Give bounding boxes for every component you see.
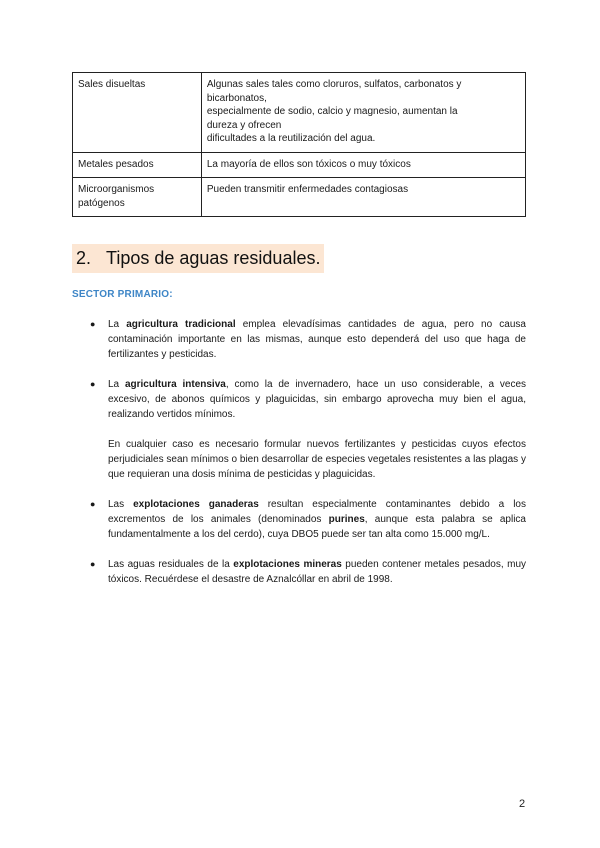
bullet-text: La agricultura intensiva, como la de invernadero, hace un uso considerable, a veces excesivo, de abonos químicos y plaguicidas, sin embargo aprovecha muy bien el agua, realizando vertidos mínimos. [108, 379, 527, 420]
description-line: especialmente de sodio, calcio y magnesio, aumentan la [206, 106, 458, 117]
table-row [73, 178, 526, 217]
bullet-icon: ● [90, 559, 96, 569]
list-item [90, 497, 526, 542]
page-number: 2 [519, 798, 526, 810]
table-cell-name: Metales pesados [73, 152, 202, 178]
bullet-text: Las aguas residuales de la explotaciones mineras pueden contener metales pesados, muy tóxicos. Recuérdese el desastre de Aznalcóllar en abril de 1998. [108, 559, 527, 585]
section-title: Tipos de aguas residuales. [106, 248, 321, 268]
bullet-text: La agricultura tradicional emplea elevadísimas cantidades de agua, pero no causa contaminación importante en las mismas, aunque esto dependerá del uso que haga de fertilizantes y pesticidas. [108, 319, 526, 360]
bullet-icon: ● [90, 499, 96, 509]
description-line: dificultades a la reutilización del agua. [206, 133, 376, 144]
table-cell-description: Pueden transmitir enfermedades contagiosas [201, 178, 525, 217]
table-row [73, 152, 526, 178]
description-line: dureza y ofrecen [206, 119, 282, 131]
table-cell-name: Sales disueltas [73, 73, 202, 153]
description-line: Algunas sales tales como cloruros, sulfatos, carbonatos y [206, 79, 462, 90]
bullet-icon: ● [90, 379, 96, 389]
table-cell-description [201, 73, 525, 153]
sector-label: SECTOR PRIMARIO: [72, 289, 173, 300]
bullet-paragraph: En cualquier caso es necesario formular nuevos fertilizantes y pesticidas cuyos efectos perjudiciales sean mínimos o bien desarrollar de especies vegetales resistentes a las plagas y que requieran una dosis mínima de pesticidas y plaguicidas. [108, 439, 526, 480]
section-heading [72, 244, 324, 273]
list-item [90, 317, 526, 362]
name-line: Microorganismos [78, 184, 155, 195]
section-number: 2. [76, 248, 92, 268]
list-item [90, 377, 526, 482]
list-item [90, 557, 526, 587]
bullet-text: Las explotaciones ganaderas resultan especialmente contaminantes debido a los excrementos de los animales (denominados purines, aunque esta palabra se aplica fundamentalmente a los del cerdo), cuya DBO5 puede ser tan alta como 15.000 mg/L. [108, 499, 526, 540]
table-cell-name [73, 178, 202, 217]
description-line: bicarbonatos, [206, 92, 267, 104]
name-line: patógenos [78, 197, 125, 209]
bullet-icon: ● [90, 319, 96, 329]
contaminants-table [72, 72, 526, 217]
bullet-list [90, 317, 526, 587]
table-row [73, 73, 526, 153]
table-cell-description: La mayoría de ellos son tóxicos o muy tóxicos [201, 152, 525, 178]
